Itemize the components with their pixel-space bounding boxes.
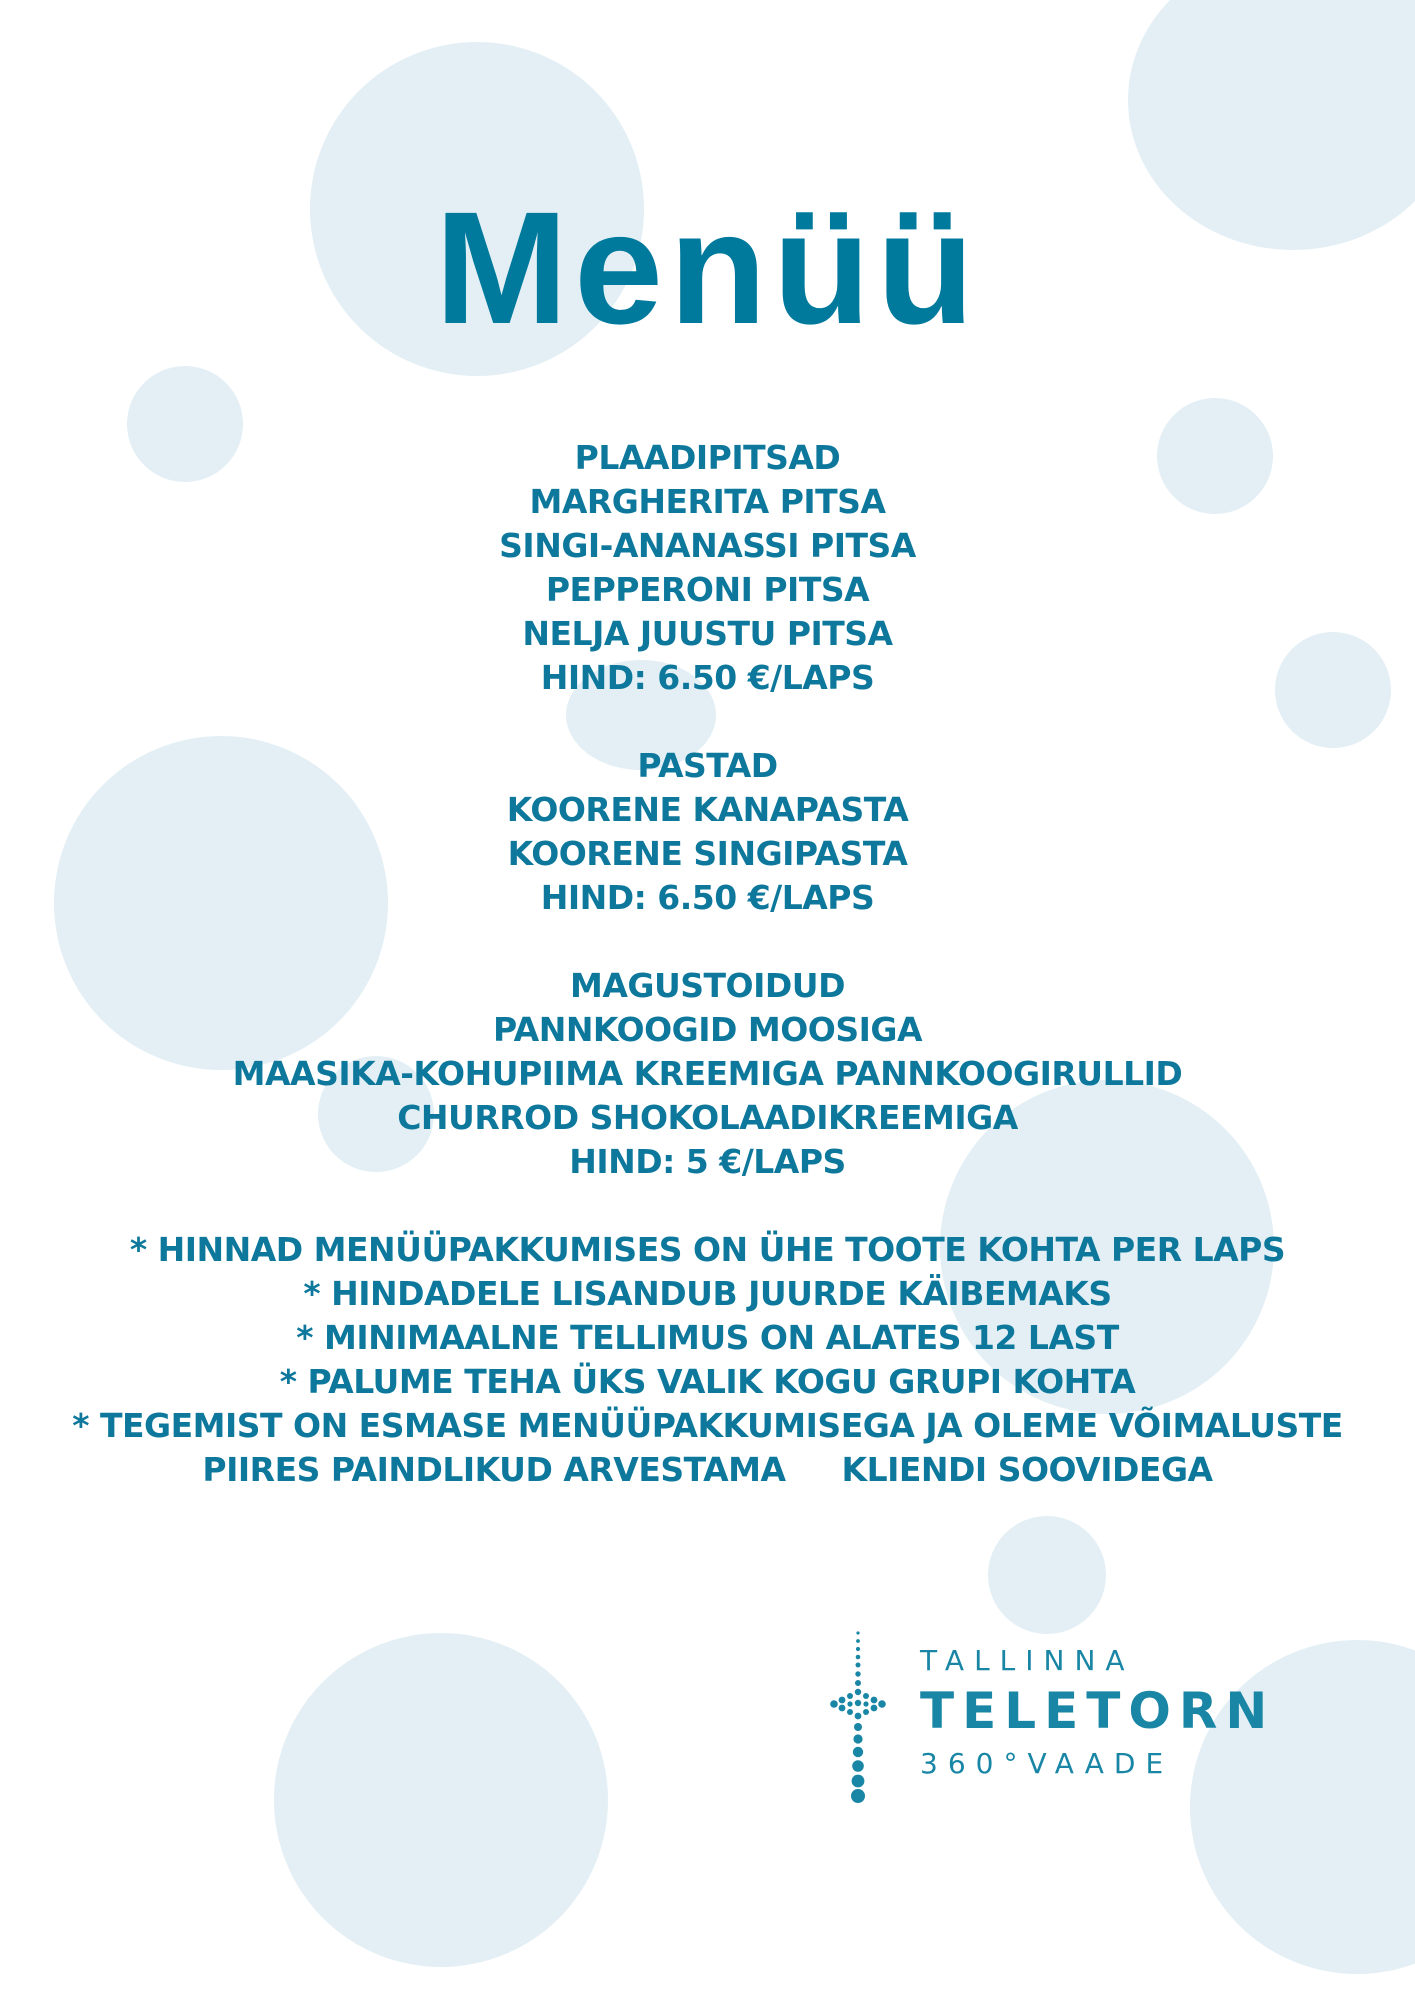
section-price: HIND: 5 €/LAPS [569, 1142, 846, 1181]
menu-section-pizzas [0, 436, 1415, 700]
note-line: * HINNAD MENÜÜPAKKUMISES ON ÜHE TOOTE KOHTA PER LAPS [129, 1230, 1286, 1269]
menu-item: KOORENE SINGIPASTA [507, 834, 908, 873]
note-part: KLIENDI SOOVIDEGA [841, 1450, 1213, 1489]
section-heading: PASTAD [637, 746, 778, 785]
menu-item: PANNKOOGID MOOSIGA [493, 1010, 922, 1049]
section-price: HIND: 6.50 €/LAPS [540, 658, 875, 697]
menu-item: KOORENE KANAPASTA [506, 790, 909, 829]
note-line: * MINIMAALNE TELLIMUS ON ALATES 12 LAST [296, 1318, 1119, 1357]
menu-item: NELJA JUUSTU PITSA [522, 614, 893, 653]
logo-line-teletorn: TELETORN [920, 1682, 1276, 1740]
teletorn-tower-icon [830, 1630, 886, 1805]
menu-item: PEPPERONI PITSA [545, 570, 870, 609]
note-line-last [0, 1448, 1415, 1492]
note-line: * TEGEMIST ON ESMASE MENÜÜPAKKUMISEGA JA OLEME VÕIMALUSTE [72, 1406, 1343, 1445]
note-part: PIIRES PAINDLIKUD ARVESTAMA [202, 1450, 786, 1489]
decor-bubble [274, 1633, 608, 1967]
menu-item: SINGI-ANANASSI PITSA [499, 526, 916, 565]
note-line: * PALUME TEHA ÜKS VALIK KOGU GRUPI KOHTA [279, 1362, 1136, 1401]
page-title: Menüü [434, 178, 981, 357]
menu-item: CHURROD SHOKOLAADIKREEMIGA [397, 1098, 1018, 1137]
logo-line-vaade: 360°VAADE [920, 1747, 1174, 1780]
note-line: * HINDADELE LISANDUB JUURDE KÄIBEMAKS [303, 1274, 1112, 1313]
menu-section-pasta [0, 744, 1415, 920]
section-heading: MAGUSTOIDUD [570, 966, 845, 1005]
menu-section-desserts [0, 964, 1415, 1184]
section-heading: PLAADIPITSAD [574, 438, 841, 477]
menu-body [0, 436, 1415, 1492]
menu-item: MAASIKA-KOHUPIIMA KREEMIGA PANNKOOGIRULLID [232, 1054, 1183, 1093]
section-price: HIND: 6.50 €/LAPS [540, 878, 875, 917]
teletorn-logo [920, 1642, 1275, 1784]
menu-notes [0, 1228, 1415, 1492]
logo-line-tallinna: TALLINNA [920, 1644, 1135, 1677]
menu-item: MARGHERITA PITSA [529, 482, 886, 521]
decor-bubble [988, 1516, 1106, 1634]
